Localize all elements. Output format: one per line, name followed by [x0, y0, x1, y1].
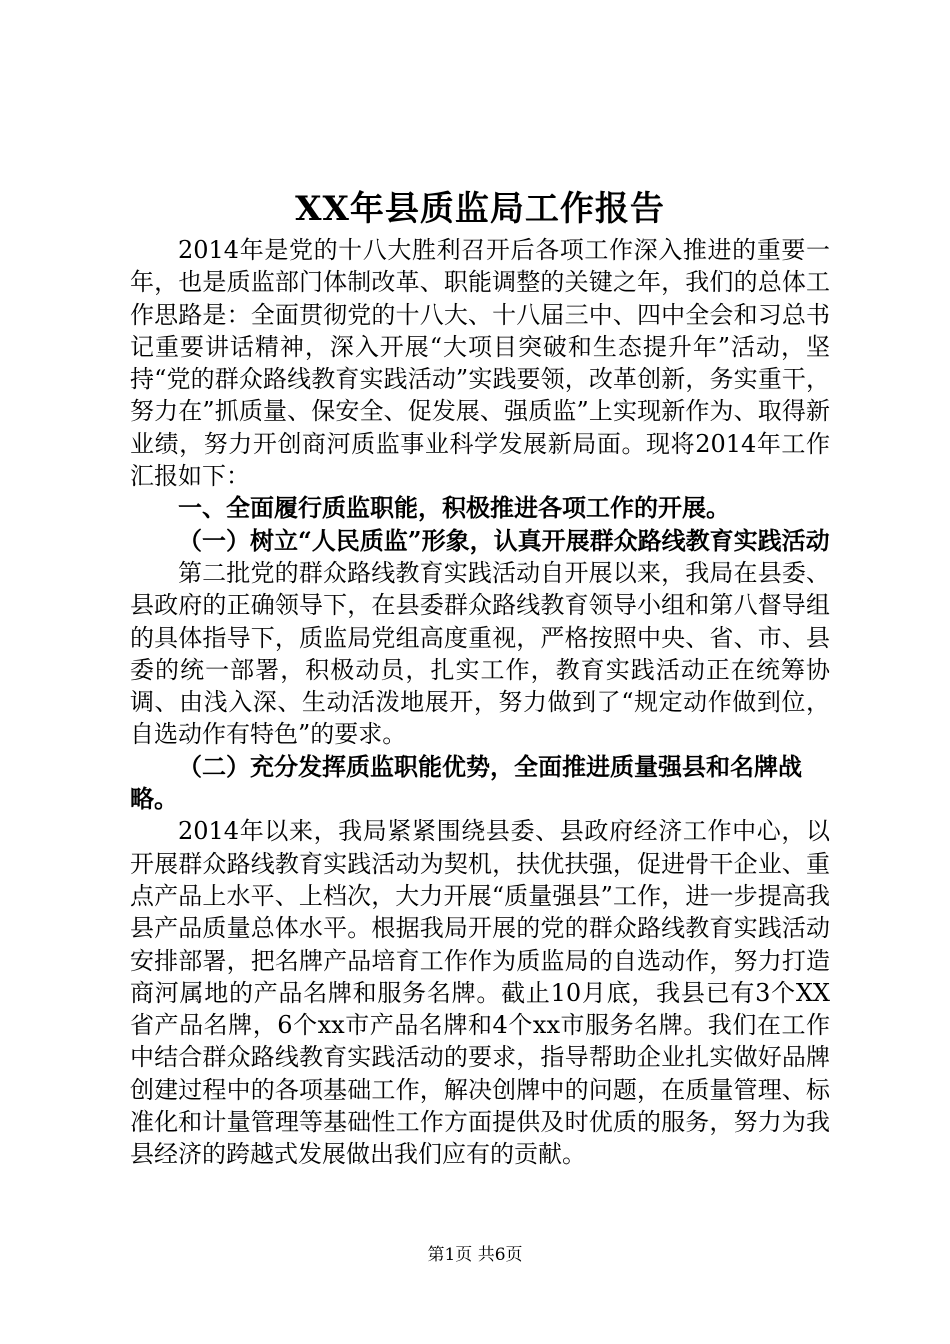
subsection-1-heading: （一）树立“人民质监”形象，认真开展群众路线教育实践活动	[178, 525, 830, 555]
page-footer: 第1页 共6页	[427, 1245, 523, 1265]
section-1-heading: 一、全面履行质监职能，积极推进各项工作的开展。	[178, 493, 730, 523]
subsection-2-body: 2014年以来，我局紧紧围绕县委、县政府经济工作中心，以开展群众路线教育实践活动为契机，扶优扶强，促进骨干企业、重点产品上水平、上档次，大力开展“质量强县”工作，进一步提高我县产品质量总体水平。根据我局开展的党的群众路线教育实践活动安排部署，把名牌产品培育工作作为质监局的自选动作，努力打造商河属地的产品名牌和服务名牌。截止10月底，我县已有3个XX省产品名牌，6个xx市产品名牌和4个xx市服务名牌。我们在工作中结合群众路线教育实践活动的要求，指导帮助企业扎实做好品牌创建过程中的各项基础工作，解决创牌中的问题，在质量管理、标准化和计量管理等基础性工作方面提供及时优质的服务，努力为我县经济的跨越式发展做出我们应有的贡献。	[130, 817, 830, 1169]
document-page	[130, 186, 830, 1171]
subsection-1-body: 第二批党的群众路线教育实践活动自开展以来，我局在县委、县政府的正确领导下，在县委群众路线教育领导小组和第八督导组的具体指导下，质监局党组高度重视，严格按照中央、省、市、县委的统一部署，积极动员，扎实工作，教育实践活动正在统筹协调、由浅入深、生动活泼地展开，努力做到了“规定动作做到位，自选动作有特色”的要求。	[130, 558, 830, 749]
subsection-2-heading: （二）充分发挥质监职能优势，全面推进质量强县和名牌战略。	[130, 751, 802, 814]
document-title: XX年县质监局工作报告	[295, 189, 665, 229]
intro-paragraph: 2014年是党的十八大胜利召开后各项工作深入推进的重要一年，也是质监部门体制改革、职能调整的关键之年，我们的总体工作思路是：全面贯彻党的十八大、十八届三中、四中全会和习总书记重要讲话精神，深入开展“大项目突破和生态提升年”活动，坚持“党的群众路线教育实践活动”实践要领，改革创新，务实重干，努力在”抓质量、保安全、促发展、强质监”上实现新作为、取得新业绩，努力开创商河质监事业科学发展新局面。现将2014年工作汇报如下：	[130, 236, 830, 491]
